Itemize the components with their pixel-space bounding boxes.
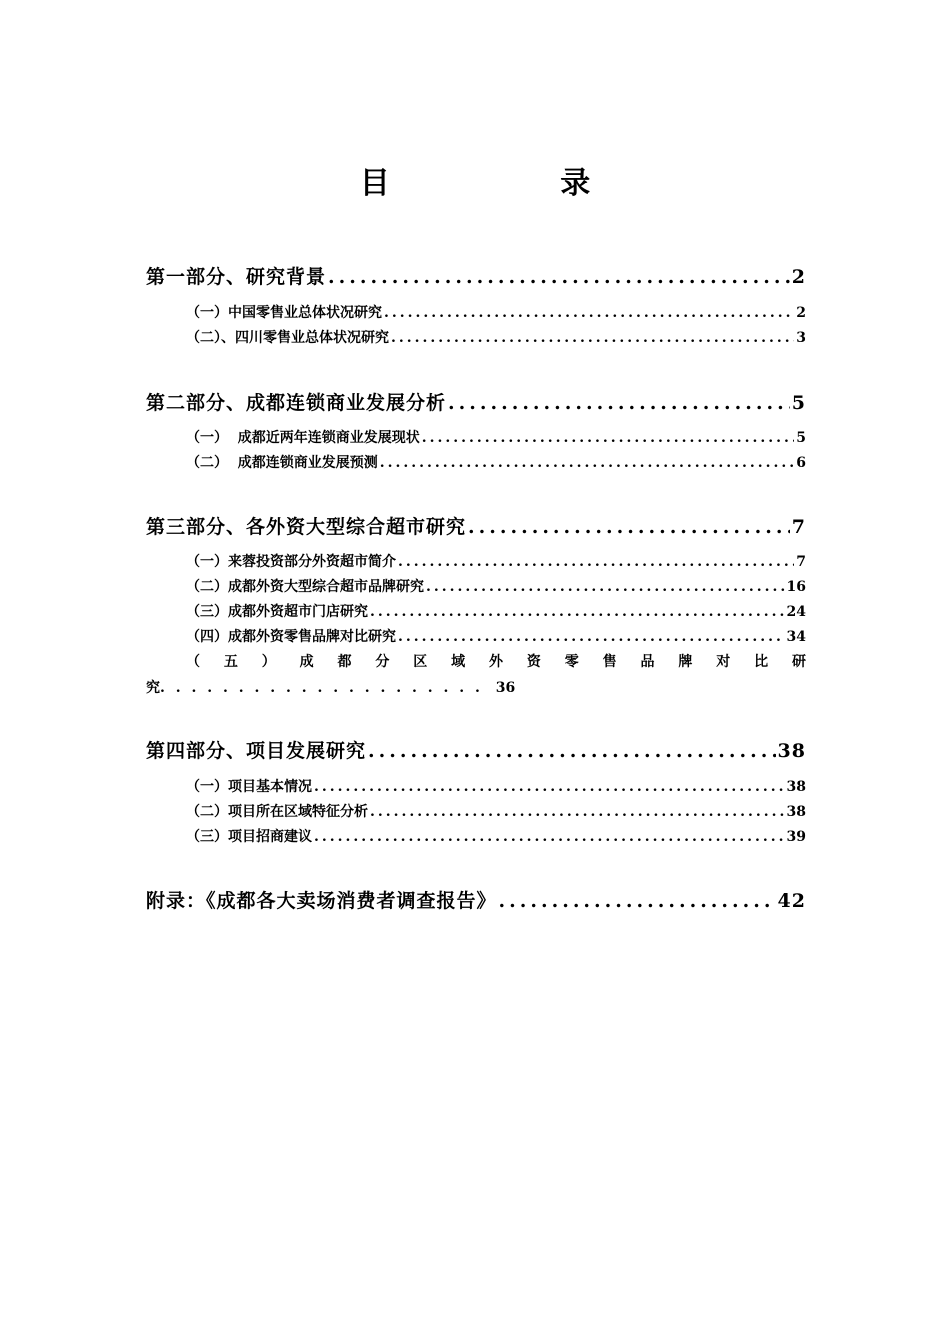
toc-char: 外 (489, 654, 503, 670)
toc-item[interactable] (146, 427, 806, 447)
toc-item[interactable] (146, 826, 806, 846)
toc-char: 都 (337, 654, 352, 670)
toc-part-1[interactable] (146, 262, 806, 289)
leader-dots (314, 829, 785, 845)
toc-item-label: （一） 成都近两年连锁商业发展现状 (186, 430, 420, 446)
toc-part-3[interactable] (146, 512, 806, 539)
page-title: 目 录 (359, 166, 671, 201)
leader-dots (499, 890, 776, 912)
toc-item-5-line-1[interactable] (146, 651, 806, 671)
toc-page-number: 38 (786, 779, 806, 795)
toc-item-label: （一）项目基本情况 (186, 779, 312, 795)
toc-page-number: 42 (777, 890, 806, 912)
toc-page-number: 5 (796, 430, 806, 446)
toc-item-label: （一）来蓉投资部分外资超市简介 (186, 554, 396, 570)
leader-dots (398, 554, 794, 570)
toc-char: （ (186, 654, 200, 670)
toc-page-number: 2 (791, 266, 806, 288)
toc-item[interactable] (146, 551, 806, 571)
leader-dots (391, 330, 794, 346)
toc-char: 域 (451, 654, 466, 670)
toc-item-label: （四）成都外资零售品牌对比研究 (186, 629, 396, 645)
toc-page-number: 36 (495, 680, 516, 696)
toc-appendix[interactable] (146, 886, 806, 913)
leader-dots (468, 516, 790, 538)
toc-char: 区 (413, 654, 428, 670)
toc-page-number: 16 (786, 579, 806, 595)
toc-page-number: 6 (796, 455, 806, 471)
leader-dots (370, 804, 785, 820)
toc-item-label: （三）项目招商建议 (186, 829, 312, 845)
toc-item-label: （二）、四川零售业总体状况研究 (186, 330, 389, 346)
toc-item[interactable] (146, 601, 806, 621)
leader-dots (426, 579, 785, 595)
toc-char: ） (261, 654, 276, 670)
toc-item-label: （二）成都外资大型综合超市品牌研究 (186, 579, 424, 595)
toc-char: 分 (375, 654, 390, 670)
toc-char: 成 (299, 654, 314, 670)
toc-part-2[interactable] (146, 388, 806, 415)
toc-page-number: 24 (786, 604, 806, 620)
toc-item-5-line-2[interactable] (146, 677, 515, 697)
toc-item[interactable] (146, 327, 806, 347)
leader-dots (380, 455, 795, 471)
toc-item[interactable] (146, 776, 806, 796)
leader-dots (448, 392, 790, 414)
leader-dots (328, 266, 790, 288)
toc-page-number: 39 (786, 829, 806, 845)
toc-item[interactable] (146, 626, 806, 646)
toc-item[interactable] (146, 801, 806, 821)
toc-char: 零 (564, 654, 579, 670)
toc-page-number: 34 (786, 629, 806, 645)
leader-dots (314, 779, 785, 795)
toc-page-number: 3 (796, 330, 806, 346)
toc-page-number: 2 (796, 305, 806, 321)
toc-item-label: （一）中国零售业总体状况研究 (186, 305, 382, 321)
toc-part-label: 第四部分、项目发展研究 (146, 740, 367, 762)
leader-dots (384, 305, 794, 321)
toc-part-label: 第三部分、各外资大型综合超市研究 (146, 516, 467, 538)
toc-item-label: （二）项目所在区域特征分析 (186, 804, 368, 820)
toc-item-label: 究 (146, 680, 160, 696)
toc-char: 对 (716, 654, 731, 670)
toc-char: 牌 (678, 654, 693, 670)
toc-page-number: 7 (796, 554, 806, 570)
leader-dots: . . . . . . . . . . . . . . . . . . . . . (160, 680, 483, 696)
toc-part-label: 第一部分、研究背景 (146, 266, 327, 288)
toc-page-number: 7 (791, 516, 806, 538)
toc-char: 研 (792, 654, 806, 670)
toc-part-label: 第二部分、成都连锁商业发展分析 (146, 392, 447, 414)
toc-item-label: （三）成都外资超市门店研究 (186, 604, 368, 620)
toc-item[interactable] (146, 302, 806, 322)
toc-page-number: 38 (777, 740, 806, 762)
toc-char: 品 (640, 654, 655, 670)
toc-char: 比 (754, 654, 769, 670)
leader-dots (398, 629, 785, 645)
toc-page-number: 5 (791, 392, 806, 414)
toc-part-4[interactable] (146, 736, 806, 763)
toc-page-number: 38 (786, 804, 806, 820)
toc-item-label: （二） 成都连锁商业发展预测 (186, 455, 378, 471)
toc-char: 售 (602, 654, 617, 670)
leader-dots (368, 740, 776, 762)
toc-item[interactable] (146, 452, 806, 472)
toc-appendix-label: 附录：《成都各大卖场消费者调查报告》 (146, 890, 497, 912)
toc-item[interactable] (146, 576, 806, 596)
leader-dots (370, 604, 785, 620)
toc-char: 资 (526, 654, 541, 670)
toc-char: 五 (223, 654, 238, 670)
leader-dots (422, 430, 795, 446)
